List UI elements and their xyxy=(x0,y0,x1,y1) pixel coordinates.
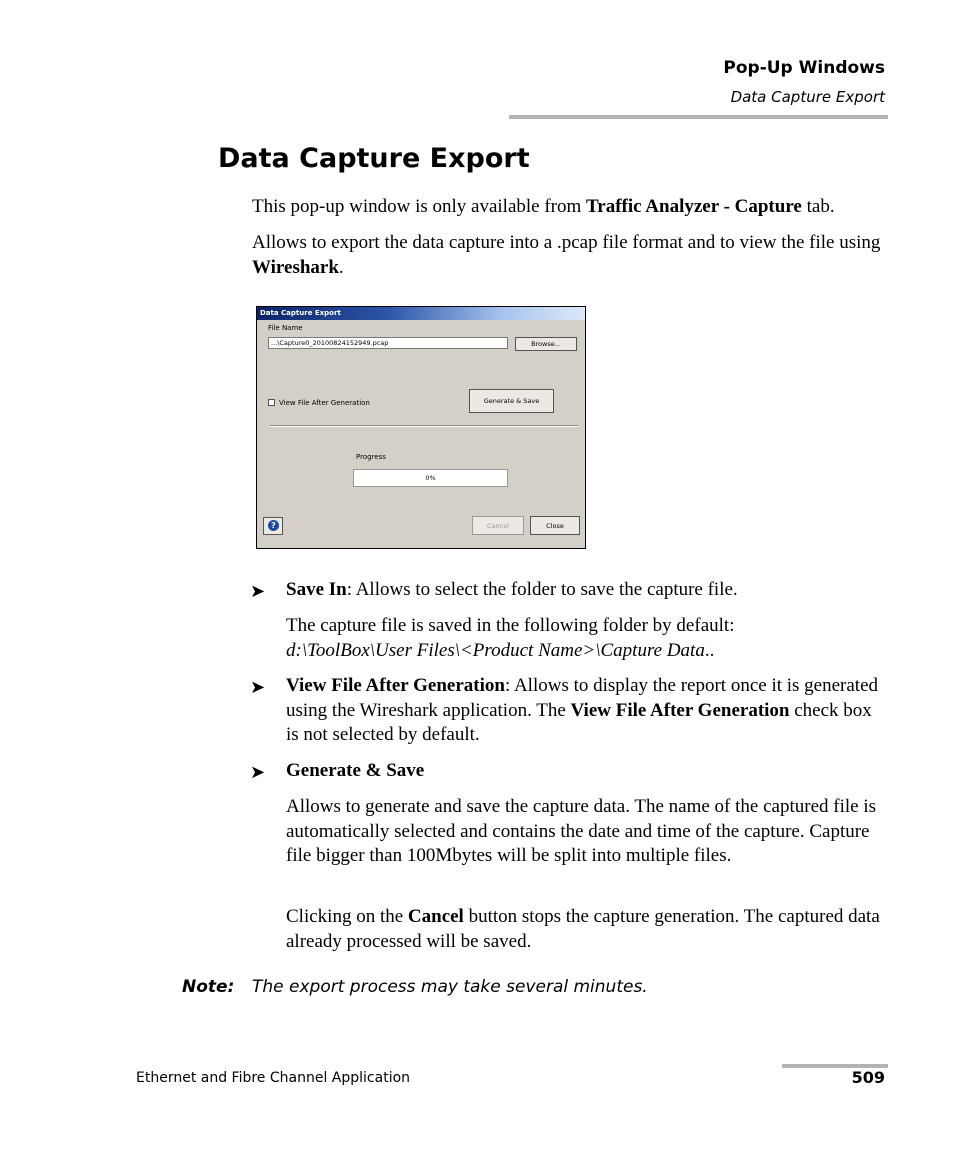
page-number: 509 xyxy=(851,1068,885,1087)
header-rule xyxy=(509,115,888,119)
footer-title: Ethernet and Fibre Channel Application xyxy=(136,1070,411,1086)
page-title: Data Capture Export xyxy=(218,143,530,174)
help-icon: ? xyxy=(268,520,279,531)
bullet-arrow-icon: ➤ xyxy=(250,762,266,782)
view-file-after-generation-label: View File After Generation xyxy=(279,399,370,407)
intro-paragraph-1: This pop-up window is only available from Traffic Analyzer - Capture tab. xyxy=(252,196,835,217)
note-label: Note: xyxy=(182,977,235,997)
intro-paragraph-2: Allows to export the data capture into a .pcap file format and to view the file using Wireshark. xyxy=(252,232,881,278)
data-capture-export-dialog xyxy=(256,306,586,549)
bullet-save-in: Save In: Allows to select the folder to save the capture file. xyxy=(286,579,738,600)
note-text: The export process may take several minutes. xyxy=(252,977,648,997)
progress-label: Progress xyxy=(356,453,386,461)
progress-bar xyxy=(353,469,508,487)
bullet-view-file-after-generation: View File After Generation: Allows to display the report once it is generated using the Wireshark application. The View File After Generation check box is not selected by default. xyxy=(286,675,879,745)
bullet-generate-save: Generate & Save xyxy=(286,760,425,781)
generate-save-paragraph-1: Allows to generate and save the capture data. The name of the captured file is automatically selected and contains the date and time of the capture. Capture file bigger than 100Mbytes will be split into multiple files. xyxy=(286,796,876,866)
file-name-field[interactable]: ...\Capture0_20100824152949.pcap xyxy=(268,337,508,349)
browse-button[interactable]: Browse... xyxy=(515,337,577,351)
progress-text: 0% xyxy=(425,474,436,482)
dialog-title-bar: Data Capture Export xyxy=(257,307,585,320)
file-name-label: File Name xyxy=(268,324,303,332)
dialog-separator xyxy=(270,425,578,427)
cancel-button[interactable]: Cancel xyxy=(472,516,524,535)
bullet-arrow-icon: ➤ xyxy=(250,581,266,601)
help-button[interactable] xyxy=(263,517,283,535)
generate-save-paragraph-2: Clicking on the Cancel button stops the capture generation. The captured data already processed will be saved. xyxy=(286,906,880,952)
bullet-arrow-icon: ➤ xyxy=(250,677,266,697)
close-button[interactable]: Close xyxy=(530,516,580,535)
running-header-subsection: Data Capture Export xyxy=(730,88,885,106)
running-header-section: Pop-Up Windows xyxy=(723,58,885,78)
generate-save-button[interactable]: Generate & Save xyxy=(469,389,554,413)
save-in-detail: The capture file is saved in the following folder by default: d:\ToolBox\User Files\<Product Name>\Capture Data.. xyxy=(286,615,735,661)
view-file-after-generation-checkbox[interactable] xyxy=(268,399,275,406)
